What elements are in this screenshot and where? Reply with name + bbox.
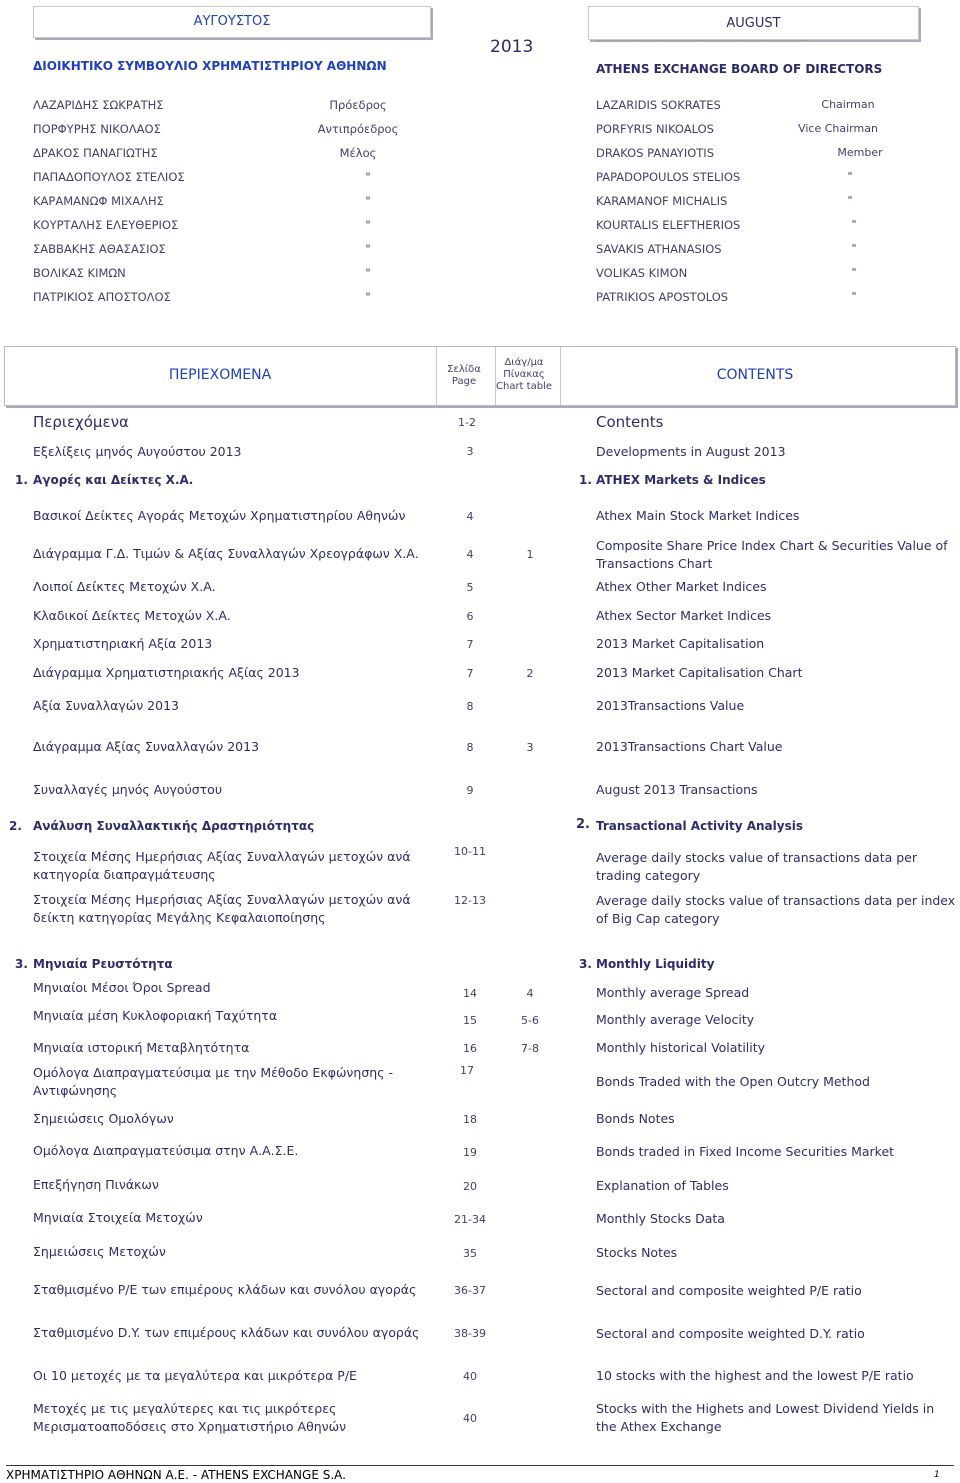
page-number: 6 <box>466 610 474 623</box>
contents-item-gr: Επεξήγηση Πινάκων <box>33 1177 159 1192</box>
contents-item-en: Explanation of Tables <box>596 1178 729 1193</box>
contents-item-gr: Σημειώσεις Ομολόγων <box>33 1111 174 1126</box>
section-title-en: ATHEX Markets & Indices <box>596 473 766 487</box>
contents-item-en: Stocks with the Highets and Lowest Dividend Yields in the Athex Exchange <box>596 1401 935 1434</box>
page-number: 40 <box>463 1412 477 1425</box>
contents-item-gr: Χρηματιστηριακή Αξία 2013 <box>33 636 213 651</box>
board-member-en: KOURTALIS ELEFTHERIOS <box>596 218 741 232</box>
page-number: 18 <box>463 1113 477 1126</box>
month-gr: ΑΥΓΟΥΣΤΟΣ <box>193 14 271 29</box>
month-box-gr <box>33 6 431 38</box>
board-role-en: " <box>847 170 853 183</box>
chart-number: 7-8 <box>521 1042 539 1055</box>
contents-item-gr: Συναλλαγές μηνός Αυγούστου <box>33 782 223 797</box>
contents-item-en: 2013Transactions Value <box>596 698 745 713</box>
page-number: 9 <box>466 784 474 797</box>
contents-item-en: 10 stocks with the highest and the lowest P/E ratio <box>596 1368 914 1383</box>
contents-item-gr: Διάγραμμα Χρηματιστηριακής Αξίας 2013 <box>33 665 300 680</box>
contents-item-en: Bonds traded in Fixed Income Securities Market <box>596 1144 895 1159</box>
footer-rule <box>6 1465 954 1466</box>
board-member-gr: ΣΑΒΒΑΚΗΣ ΑΘΑΣΑΣΙΟΣ <box>33 242 166 256</box>
board-member-gr: ΚΑΡΑΜΑΝΩΦ ΜΙΧΑΛΗΣ <box>33 194 164 208</box>
section-title-en: Transactional Activity Analysis <box>596 819 803 833</box>
page-number: 40 <box>463 1370 477 1383</box>
month-en: AUGUST <box>726 16 781 31</box>
board-role-gr: Αντιπρόεδρος <box>317 122 399 136</box>
contents-item-gr: Διάγραμμα Αξίας Συναλλαγών 2013 <box>33 739 260 754</box>
contents-item-en: Sectoral and composite weighted P/E ratio <box>596 1283 862 1298</box>
contents-item-en: Monthly historical Volatility <box>596 1040 766 1055</box>
board-role-gr: " <box>365 218 371 232</box>
contents-item-en: Monthly average Velocity <box>596 1012 755 1027</box>
board-title-gr: ΔΙΟΙΚΗΤΙΚΟ ΣΥΜΒΟΥΛΙΟ ΧΡΗΜΑΤΙΣΤΗΡΙΟΥ ΑΘΗΝΩΝ <box>33 59 387 73</box>
page-number: 14 <box>463 987 477 1000</box>
board-member-gr: ΚΟΥΡΤΑΛΗΣ ΕΛΕΥΘΕΡΙΟΣ <box>33 218 179 232</box>
board-role-en: " <box>851 266 857 279</box>
page-number: 36-37 <box>454 1284 486 1297</box>
board-role-en: " <box>851 242 857 255</box>
board-member-en: PATRIKIOS APOSTOLOS <box>596 290 729 304</box>
contents-item-gr: Ομόλογα Διαπραγματεύσιμα στην Α.Α.Σ.Ε. <box>33 1143 299 1158</box>
page-number: 21-34 <box>454 1213 486 1226</box>
contents-item-en: 2013 Market Capitalisation <box>596 636 765 651</box>
chart-number: 3 <box>526 741 534 754</box>
contents-item-en: August 2013 Transactions <box>596 782 758 797</box>
board-member-gr: ΔΡΑΚΟΣ ΠΑΝΑΓΙΩΤΗΣ <box>33 146 158 160</box>
contents-item-gr: Βασικοί Δείκτες Αγοράς Μετοχών Χρηματιστηρίου Αθηνών <box>33 508 406 523</box>
chart-number: 5-6 <box>521 1014 539 1027</box>
page-number: 15 <box>463 1014 477 1027</box>
contents-item-gr: Κλαδικοί Δείκτες Μετοχών Χ.Α. <box>33 608 231 623</box>
contents-item-en: Average daily stocks value of transactions data per trading category <box>596 850 918 883</box>
page-number: 4 <box>466 510 474 523</box>
board-member-en: SAVAKIS ATHANASIOS <box>596 242 722 256</box>
section-title-en: Monthly Liquidity <box>596 957 715 971</box>
chart-col-header-gr2: Πίνακας <box>503 369 545 380</box>
board-role-en: Vice Chairman <box>798 122 878 135</box>
board-member-en: VOLIKAS KIMON <box>596 266 688 280</box>
page-number: 16 <box>463 1042 477 1055</box>
contents-item-en: Developments in August 2013 <box>596 444 786 459</box>
contents-item-gr: Αξία Συναλλαγών 2013 <box>33 698 179 713</box>
contents-item-en: Monthly average Spread <box>596 985 750 1000</box>
page-number: 8 <box>466 741 474 754</box>
board-member-gr: ΛΑΖΑΡΙΔΗΣ ΣΩΚΡΑΤΗΣ <box>33 98 164 112</box>
contents-item-gr: Μηνιαίοι Μέσοι Όροι Spread <box>33 980 211 995</box>
contents-item-en: Composite Share Price Index Chart & Securities Value of Transactions Chart <box>596 538 948 571</box>
page-number: 3 <box>466 445 474 458</box>
section-title-gr: Ανάλυση Συναλλακτικής Δραστηριότητας <box>33 819 315 833</box>
board-member-gr: ΠΑΠΑΔΟΠΟΥΛΟΣ ΣΤΕΛΙΟΣ <box>33 170 185 184</box>
board-role-gr: Μέλος <box>339 146 377 160</box>
contents-item-en: Athex Sector Market Indices <box>596 608 772 623</box>
page-number: 7 <box>466 638 474 651</box>
contents-item-en: Bonds Notes <box>596 1111 675 1126</box>
board-member-en: KARAMANOF MICHALIS <box>596 194 728 208</box>
header-divider <box>560 347 561 405</box>
month-box-en <box>588 6 919 40</box>
page-number: 1-2 <box>458 416 476 429</box>
board-role-en: " <box>851 218 857 231</box>
year: 2013 <box>490 37 534 57</box>
board-role-en: Chairman <box>821 98 875 111</box>
contents-item-gr: Οι 10 μετοχές με τα μεγαλύτερα και μικρότερα P/E <box>33 1368 357 1383</box>
board-member-en: DRAKOS PANAYIOTIS <box>596 146 714 160</box>
contents-item-en: Bonds Traded with the Open Outcry Method <box>596 1074 870 1089</box>
board-role-gr: " <box>365 290 371 304</box>
page-number: 8 <box>466 700 474 713</box>
contents-item-gr: Στοιχεία Μέσης Ημερήσιας Αξίας Συναλλαγών μετοχών ανά δείκτη κατηγορίας Μεγάλης Κεφαλαιοποίησης <box>33 892 411 925</box>
section-number-gr: 1. <box>15 473 28 487</box>
contents-title-gr: ΠΕΡΙΕΧΟΜΕΝΑ <box>168 367 272 383</box>
board-member-en: PORFYRIS NIKOALOS <box>596 122 714 136</box>
contents-item-en: Stocks Notes <box>596 1245 678 1260</box>
contents-item-gr: Μηνιαία μέση Κυκλοφοριακή Ταχύτητα <box>33 1008 278 1023</box>
board-member-en: PAPADOPOULOS STELIOS <box>596 170 741 184</box>
page-number: 35 <box>463 1247 477 1260</box>
chart-col-header-en: Chart table <box>496 381 552 392</box>
contents-item-en: Athex Other Market Indices <box>596 579 767 594</box>
contents-item-gr: Εξελίξεις μηνός Αυγούστου 2013 <box>33 444 242 459</box>
chart-number: 4 <box>526 987 534 1000</box>
contents-item-en: 2013 Market Capitalisation Chart <box>596 665 803 680</box>
board-member-en: LAZARIDIS SOKRATES <box>596 98 721 112</box>
section-title-gr: Αγορές και Δείκτες Χ.Α. <box>33 473 194 487</box>
contents-item-gr: Μηνιαία Στοιχεία Μετοχών <box>33 1210 203 1225</box>
board-member-gr: ΠΟΡΦΥΡΗΣ ΝΙΚΟΛΑΟΣ <box>33 122 161 136</box>
board-role-gr: " <box>365 266 371 280</box>
board-member-gr: ΠΑΤΡΙΚΙΟΣ ΑΠΟΣΤΟΛΟΣ <box>33 290 171 304</box>
page-number: 10-11 <box>454 845 486 858</box>
page-number: 7 <box>466 667 474 680</box>
contents-item-gr: Περιεχόμενα <box>33 413 129 431</box>
contents-item-en: Sectoral and composite weighted D.Y. ratio <box>596 1326 865 1341</box>
page-number: 19 <box>463 1146 477 1159</box>
chart-number: 2 <box>526 667 534 680</box>
board-role-en: Member <box>837 146 883 159</box>
contents-item-gr: Σταθμισμένο P/E των επιμέρους κλάδων και συνόλου αγοράς <box>33 1282 417 1297</box>
contents-item-en: Contents <box>596 413 664 431</box>
chart-number: 1 <box>526 548 534 561</box>
contents-item-gr: Σταθμισμένο D.Y. των επιμέρους κλάδων και συνόλου αγοράς <box>33 1325 420 1340</box>
chart-col-header-gr: Διάγ/μα <box>504 357 544 368</box>
contents-item-en: Monthly Stocks Data <box>596 1211 725 1226</box>
contents-item-gr: Ομόλογα Διαπραγματεύσιμα με την Μέθοδο Εκφώνησης - Αντιφώνησης <box>33 1065 393 1098</box>
board-role-gr: " <box>365 170 371 184</box>
page-col-header-en: Page <box>451 376 477 387</box>
board-role-en: " <box>851 290 857 303</box>
section-title-gr: Μηνιαία Ρευστότητα <box>33 957 173 971</box>
section-number-en: 2. <box>576 817 590 832</box>
contents-title-en: CONTENTS <box>716 367 794 383</box>
contents-item-en: Athex Main Stock Market Indices <box>596 508 800 523</box>
board-role-gr: " <box>365 242 371 256</box>
section-number-gr: 2. <box>9 819 22 833</box>
page-number: 20 <box>463 1180 477 1193</box>
contents-item-gr: Διάγραμμα Γ.Δ. Τιμών & Αξίας Συναλλαγών Χρεογράφων Χ.Α. <box>33 546 419 561</box>
section-number-gr: 3. <box>15 957 28 971</box>
page-number: 38-39 <box>454 1327 486 1340</box>
contents-item-gr: Σημειώσεις Μετοχών <box>33 1244 166 1259</box>
page-number: 4 <box>466 548 474 561</box>
page-number: 17 <box>460 1064 474 1077</box>
page-number: 12-13 <box>454 894 486 907</box>
page-number-footer: 1 <box>934 1470 940 1480</box>
contents-item-gr: Στοιχεία Μέσης Ημερήσιας Αξίας Συναλλαγών μετοχών ανά κατηγορία διαπραγμάτευσης <box>33 849 411 882</box>
contents-item-gr: Λοιποί Δείκτες Μετοχών Χ.Α. <box>33 579 216 594</box>
contents-item-en: 2013Transactions Chart Value <box>596 739 783 754</box>
contents-item-gr: Μηνιαία ιστορική Μεταβλητότητα <box>33 1040 250 1055</box>
section-number-en: 1. <box>579 473 592 487</box>
board-role-gr: " <box>365 194 371 208</box>
footer-text: ΧΡΗΜΑΤΙΣΤΗΡΙΟ ΑΘΗΝΩΝ Α.Ε. - ATHENS EXCHANGE S.A. <box>6 1468 346 1482</box>
page-col-header-gr: Σελίδα <box>447 364 481 375</box>
board-role-gr: Πρόεδρος <box>329 98 387 112</box>
dashed-divider <box>597 40 808 41</box>
section-number-en: 3. <box>579 957 592 971</box>
page-number: 5 <box>466 581 474 594</box>
contents-item-gr: Μετοχές με τις μεγαλύτερες και τις μικρότερες Μερισματοαποδόσεις στο Χρηματιστήριο Αθηνών <box>33 1401 347 1434</box>
contents-item-en: Average daily stocks value of transactions data per index of Big Cap category <box>596 893 956 926</box>
board-member-gr: ΒΟΛΙΚΑΣ ΚΙΜΩΝ <box>33 266 126 280</box>
board-role-en: " <box>847 194 853 207</box>
board-title-en: ATHENS EXCHANGE BOARD OF DIRECTORS <box>596 62 883 76</box>
